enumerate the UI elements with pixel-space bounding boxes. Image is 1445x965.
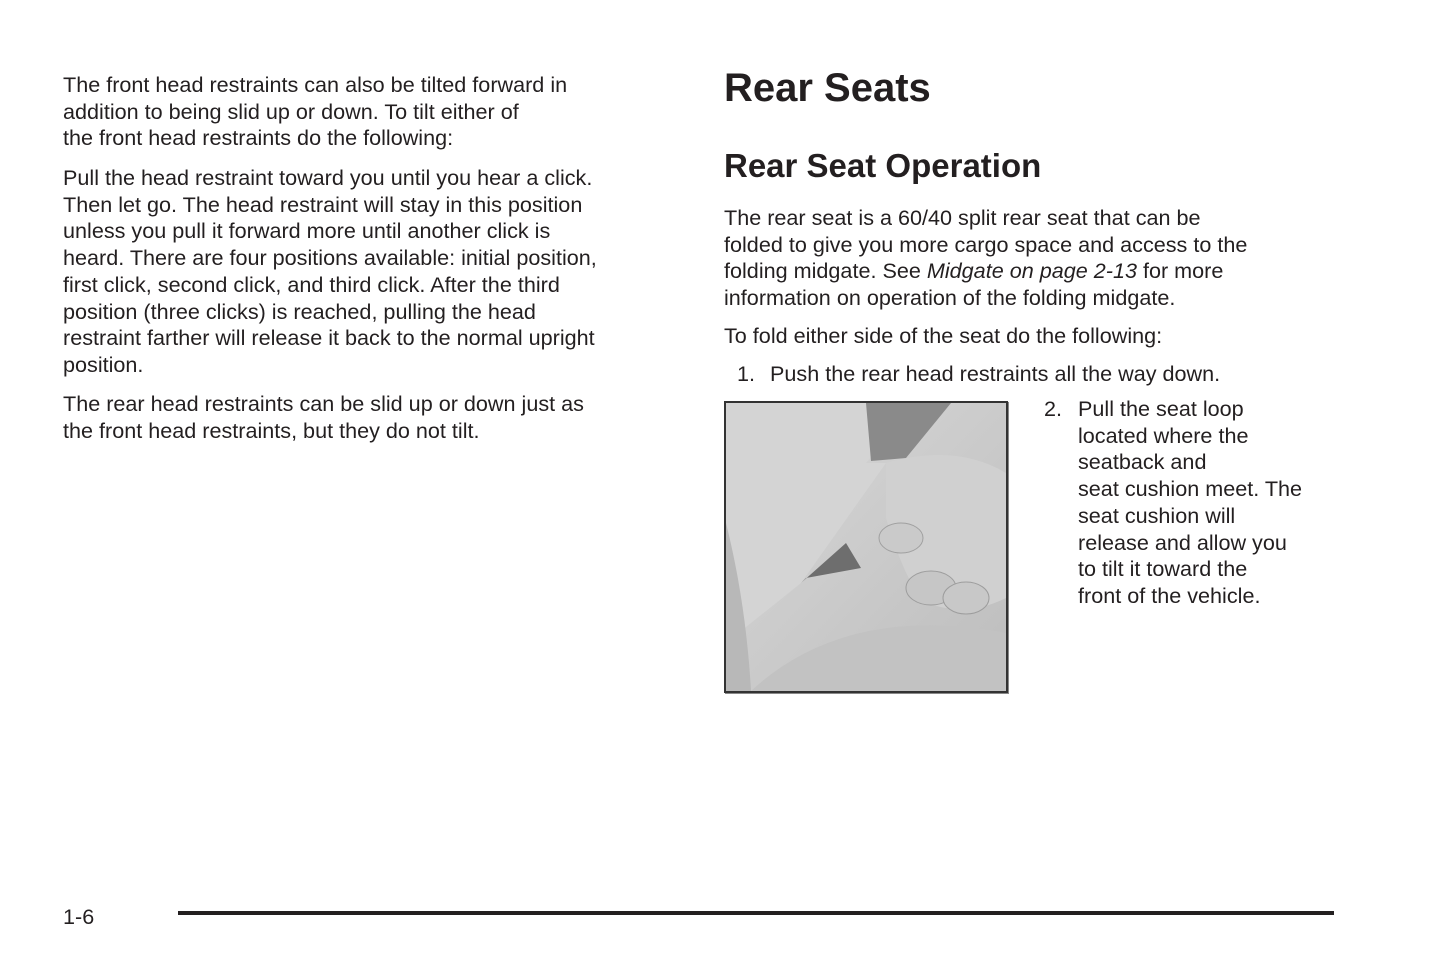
text-line: addition to being slid up or down. To tilt either of	[63, 98, 519, 124]
text: folding midgate. See	[724, 258, 927, 284]
text-line: information on operation of the folding midgate.	[724, 285, 1176, 311]
text-line: heard. There are four positions available: initial position,	[63, 245, 597, 271]
left-paragraph-rear-restraints	[63, 391, 584, 444]
section-heading: Rear Seats	[724, 66, 931, 110]
text-line: To fold either side of the seat do the following:	[724, 323, 1163, 348]
text-line: restraint farther will release it back to the normal upright	[63, 325, 595, 351]
text-line: unless you pull it forward more until another click is	[63, 218, 551, 244]
text-line: Push the rear head restraints all the way down.	[770, 361, 1221, 386]
text-line: The rear head restraints can be slid up or down just as	[63, 391, 584, 416]
step-2-text	[1078, 396, 1302, 610]
left-paragraph-tilt-steps	[63, 165, 597, 379]
seat-loop-photo	[724, 401, 1008, 693]
rear-seat-intro-paragraph	[724, 205, 1247, 312]
text-line: position.	[63, 351, 144, 377]
step-2-number: 2.	[1044, 396, 1063, 421]
text-line: folded to give you more cargo space and access to the	[724, 231, 1248, 257]
text-line: front of the vehicle.	[1078, 582, 1261, 608]
text-line: Pull the seat loop	[1078, 396, 1244, 421]
text-line: seat cushion will	[1078, 502, 1236, 528]
text-line	[724, 258, 1247, 285]
footer-rule	[178, 911, 1334, 915]
hand-pulling-seat-loop-illustration	[726, 403, 1006, 691]
text-line: first click, second click, and third click. After the third	[63, 271, 560, 297]
page-number: 1-6	[63, 904, 95, 929]
text-line: to tilt it toward the	[1078, 556, 1248, 582]
text-line: position (three clicks) is reached, pulling the head	[63, 298, 536, 324]
text-line: seatback and	[1078, 449, 1207, 475]
text-line: located where the	[1078, 422, 1249, 448]
fold-intro	[724, 323, 1162, 350]
step-1-text	[770, 361, 1220, 388]
midgate-reference: Midgate on page 2-13	[926, 258, 1137, 284]
text-line: The rear seat is a 60/40 split rear seat that can be	[724, 205, 1201, 230]
step-1-number: 1.	[737, 361, 756, 386]
text-line: release and allow you	[1078, 529, 1287, 555]
text-line: Then let go. The head restraint will stay in this position	[63, 191, 583, 217]
text-line: The front head restraints can also be tilted forward in	[63, 72, 568, 97]
left-paragraph-tilt-intro	[63, 72, 567, 152]
text-line: the front head restraints do the following:	[63, 125, 454, 151]
text-line: Pull the head restraint toward you until you hear a click.	[63, 165, 593, 190]
text: for more	[1136, 258, 1224, 284]
text-line: the front head restraints, but they do not tilt.	[63, 417, 480, 443]
subsection-heading: Rear Seat Operation	[724, 147, 1042, 184]
text-line: seat cushion meet. The	[1078, 476, 1303, 502]
